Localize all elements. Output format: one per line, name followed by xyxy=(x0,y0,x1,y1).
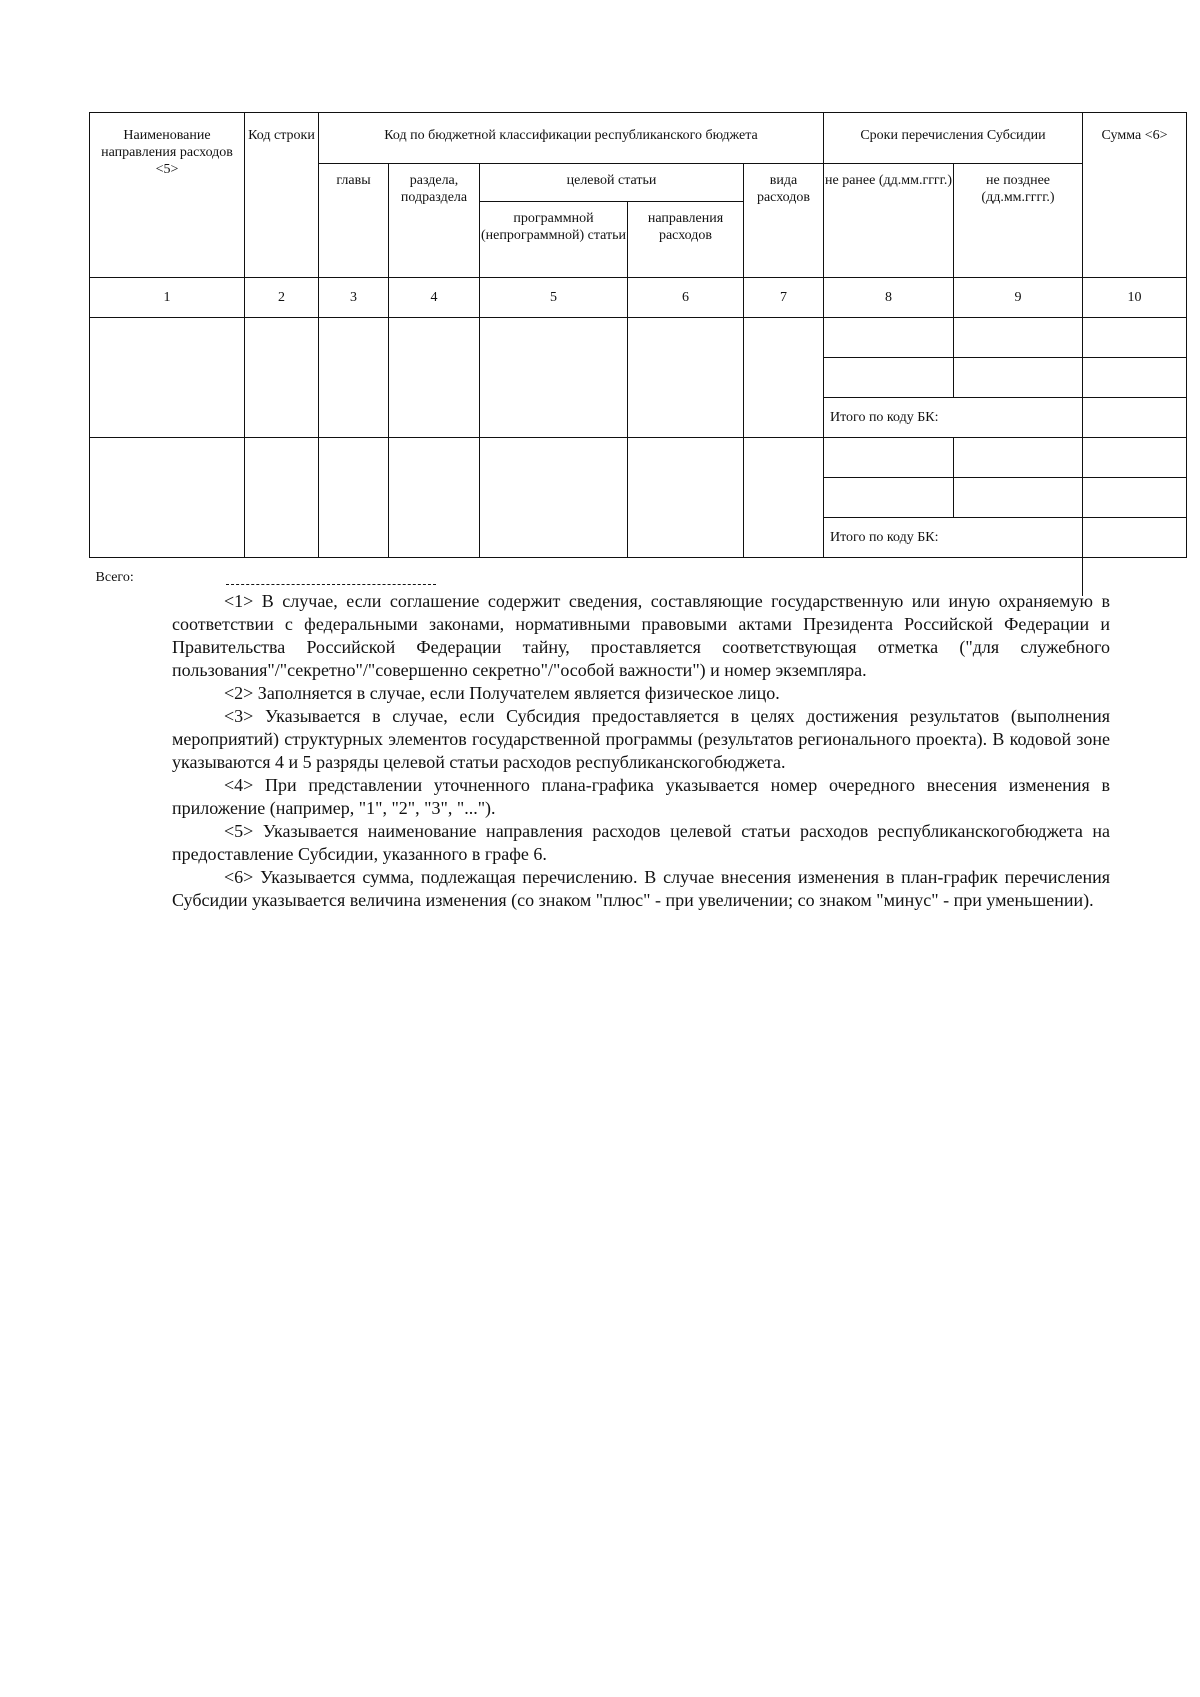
line-code-cell[interactable] xyxy=(245,438,319,558)
footnote-1: <1> В случае, если соглашение содержит сведения, составляющие государственную или иную охраняемую в соответствии с федеральными законами, нормативными правовыми актами Президента Российской Федерации и Правительства Российской Федерации тайну, проставляется соответствующая отметка ("для служебного пользования"/"секретно"/"совершенно секретно"/"особой важности") и номер экземпляра. xyxy=(172,591,1110,680)
sum-cell[interactable] xyxy=(1083,478,1187,518)
expense-type-cell[interactable] xyxy=(744,318,824,438)
total-by-code-sum[interactable] xyxy=(1083,518,1187,558)
grand-total-label: Всего: xyxy=(95,569,134,585)
column-number: 5 xyxy=(480,278,628,318)
header-chapter: главы xyxy=(319,164,389,278)
footnote-2: <2> Заполняется в случае, если Получателем является физическое лицо. xyxy=(224,683,780,703)
header-direction: направления расходов xyxy=(628,202,744,278)
total-by-code-label: Итого по коду БК: xyxy=(824,518,1083,558)
program-cell[interactable] xyxy=(480,318,628,438)
direction-cell[interactable] xyxy=(628,318,744,438)
footnotes xyxy=(172,590,1110,912)
header-terms-group: Сроки перечисления Субсидии xyxy=(824,113,1083,164)
column-number: 10 xyxy=(1083,278,1187,318)
not-later-cell[interactable] xyxy=(954,478,1083,518)
section-cell[interactable] xyxy=(389,438,480,558)
header-sum-col: Сумма <6> xyxy=(1083,113,1187,278)
not-later-cell[interactable] xyxy=(954,358,1083,398)
column-number: 3 xyxy=(319,278,389,318)
header-bk-group: Код по бюджетной классификации республиканского бюджета xyxy=(319,113,824,164)
header-target-article: целевой статьи xyxy=(480,164,744,202)
footnote-3: <3> Указывается в случае, если Субсидия предоставляется в целях достижения результатов (выполнения мероприятий) структурных элементов государственной программы (результатов регионального проекта). В кодовой зоне указываются 4 и 5 разряды целевой статьи расходов республиканскогобюджета. xyxy=(172,706,1110,772)
chapter-cell[interactable] xyxy=(319,318,389,438)
column-number: 7 xyxy=(744,278,824,318)
total-by-code-label: Итого по коду БК: xyxy=(824,398,1083,438)
column-number: 1 xyxy=(90,278,245,318)
table-row xyxy=(90,318,1187,358)
column-number: 2 xyxy=(245,278,319,318)
not-earlier-cell[interactable] xyxy=(824,438,954,478)
subsidy-schedule-table xyxy=(89,112,1187,596)
not-later-cell[interactable] xyxy=(954,438,1083,478)
column-number: 6 xyxy=(628,278,744,318)
sum-cell[interactable] xyxy=(1083,438,1187,478)
table-row xyxy=(90,438,1187,478)
header-expense-type: вида расходов xyxy=(744,164,824,278)
table-body xyxy=(90,318,1187,597)
not-earlier-cell[interactable] xyxy=(824,358,954,398)
expense-type-cell[interactable] xyxy=(744,438,824,558)
program-cell[interactable] xyxy=(480,438,628,558)
header-not-later: не позднее (дд.мм.гггг.) xyxy=(954,164,1083,278)
table-header xyxy=(90,113,1187,318)
footnote-4: <4> При представлении уточненного плана-графика указывается номер очередного внесения изменения в приложение (например, "1", "2", "3", "..."). xyxy=(172,775,1110,818)
column-number: 4 xyxy=(389,278,480,318)
not-later-cell[interactable] xyxy=(954,318,1083,358)
sum-cell[interactable] xyxy=(1083,318,1187,358)
column-number: 8 xyxy=(824,278,954,318)
footnote-5: <5> Указывается наименование направления расходов целевой статьи расходов республиканскогобюджета на предоставление Субсидии, указанного в графе 6. xyxy=(172,821,1110,864)
footnote-separator xyxy=(226,584,436,585)
column-numbers-row xyxy=(90,278,1187,318)
section-cell[interactable] xyxy=(389,318,480,438)
not-earlier-cell[interactable] xyxy=(824,318,954,358)
header-section: раздела, подраздела xyxy=(389,164,480,278)
header-program: программной (непрограммной) статьи xyxy=(480,202,628,278)
expense-name-cell[interactable] xyxy=(90,318,245,438)
header-not-earlier: не ранее (дд.мм.гггг.) xyxy=(824,164,954,278)
header-name-col: Наименование направления расходов <5> xyxy=(90,113,245,278)
direction-cell[interactable] xyxy=(628,438,744,558)
header-code-col: Код строки xyxy=(245,113,319,278)
column-number: 9 xyxy=(954,278,1083,318)
line-code-cell[interactable] xyxy=(245,318,319,438)
total-by-code-sum[interactable] xyxy=(1083,398,1187,438)
chapter-cell[interactable] xyxy=(319,438,389,558)
expense-name-cell[interactable] xyxy=(90,438,245,558)
footnote-6: <6> Указывается сумма, подлежащая перечислению. В случае внесения изменения в план-график перечисления Субсидии указывается величина изменения (со знаком "плюс" - при увеличении; со знаком "минус" - при уменьшении). xyxy=(172,867,1110,910)
sum-cell[interactable] xyxy=(1083,358,1187,398)
not-earlier-cell[interactable] xyxy=(824,478,954,518)
